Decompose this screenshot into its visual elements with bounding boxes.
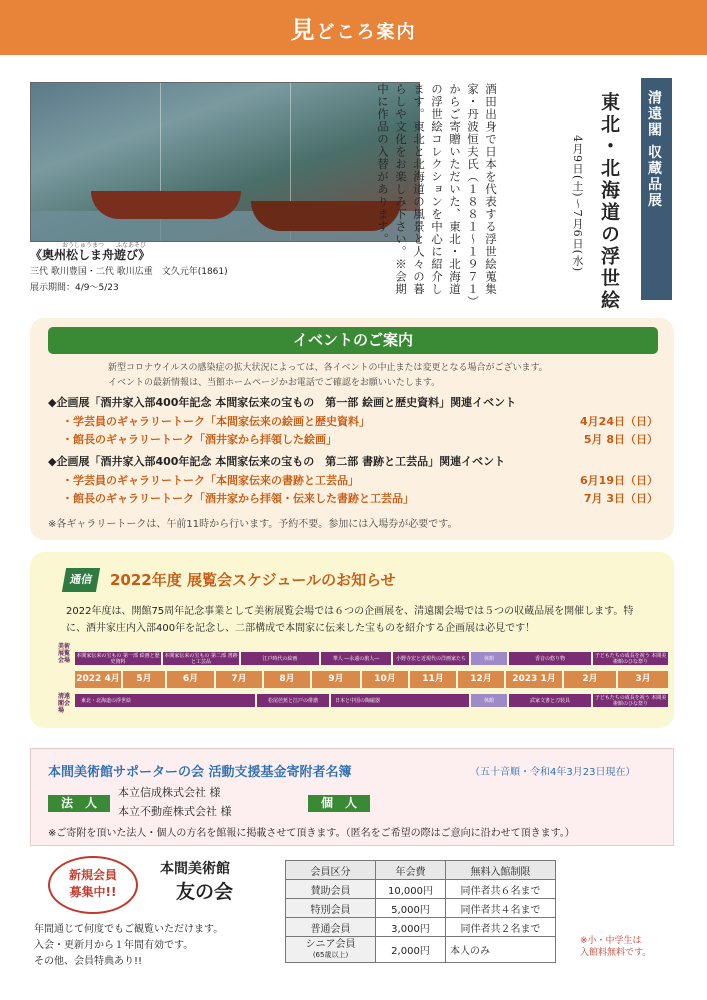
schedule-bar: 東北・北海道の浮世絵 <box>75 694 255 707</box>
month-cell: 2023 1月 <box>506 671 562 688</box>
schedule-bar: 子どもたちの成長を祝う 本間美術館のひな祭り <box>594 652 667 665</box>
schedule-bar: 日本と中国の陶磁器 <box>331 694 469 707</box>
ukiyoe-image <box>30 82 420 242</box>
event-date: 7月 3日（日） <box>583 492 658 505</box>
month-cell: 10月 <box>362 671 408 688</box>
friends-description: 年間通じて何度でもご観覧いただけます。 入会・更新月から１年間有効です。 その他、会員特典あり!! <box>34 924 224 967</box>
schedule-paragraph: 2022年度は、開館75周年記念事業として美術展覧会場では６つの企画展を、清遠閣会場では５つの収蔵品展を開催します。特に、酒井家庄内入部400年を記念し、二部構成で本間家に伝来した宝ものを紹介する企画展は必見です！ <box>66 606 634 634</box>
row-label-art-hall: 美術展覧会場 <box>58 643 71 664</box>
month-cell: 2月 <box>564 671 616 688</box>
schedule-bar: 本間家伝来の宝もの 第二部 書跡と工芸品 <box>164 652 238 665</box>
event-group-1-title: ◆企画展「酒井家入部400年記念 本間家伝来の宝もの 第一部 絵画と歴史資料」関連イベント <box>48 396 517 409</box>
page-title: 見どころ案内 <box>290 16 417 44</box>
individual-label: 個 人 <box>308 795 370 812</box>
membership-fee-table: 会員区分 年会費 無料入館制限 賛助会員 10,000円 同伴者共６名まで 特別会員 5,000円 同伴者共４名まで 普通会員 3,000円 同伴者共２名まで シニア会員 (65歳以上) 2,000円 本人のみ <box>285 860 556 963</box>
month-cell: 3月 <box>618 671 668 688</box>
tsushin-badge: 通信 <box>62 568 100 592</box>
event-item: ・館長のギャラリートーク「酒井家から拝領した絵画」 <box>62 433 337 446</box>
month-cell: 7月 <box>216 671 262 688</box>
schedule-bar: 江戸時代の絵画 <box>241 652 319 665</box>
schedule-bar: 本間家伝来の宝もの 第一部 絵画と歴史資料 <box>76 652 160 665</box>
month-cell: 11月 <box>410 671 456 688</box>
exhibition-title: 東北・北海道の浮世絵 <box>598 92 620 312</box>
artwork-title: 《奥州松しま舟遊び》 <box>30 248 151 262</box>
events-footnote: ※各ギャラリートークは、午前11時から行います。予約不要。参加には入場券が必要です。 <box>48 519 458 530</box>
month-cell: 2022 4月 <box>75 671 121 688</box>
event-item: ・学芸員のギャラリートーク「本間家伝来の絵画と歴史資料」 <box>62 415 370 428</box>
schedule-title: 2022年度 展覧会スケジュールのお知らせ <box>110 571 396 589</box>
table-row: シニア会員 (65歳以上) 2,000円 本人のみ <box>286 937 556 963</box>
table-row: 特別会員 5,000円 同伴者共４名まで <box>286 899 556 918</box>
artwork-artists: 三代 歌川豊国・二代 歌川広重 文久元年(1861) <box>30 267 228 277</box>
month-cell: 5月 <box>123 671 165 688</box>
museum-name: 本間美術館 <box>160 861 230 877</box>
corporate-donor: 本立不動産株式会社 様 <box>118 805 232 818</box>
corporate-donor: 本立信成株式会社 様 <box>118 786 221 799</box>
event-group-2-title: ◆企画展「酒井家入部400年記念 本間家伝来の宝もの 第二部 書跡と工芸品」関連イベント <box>48 455 506 468</box>
table-row: 賛助会員 10,000円 同伴者共６名まで <box>286 880 556 899</box>
exhibition-series: 清遠閣 収蔵品展 <box>646 90 662 209</box>
schedule-bar: 松尾芭蕉と江戸の俳諧 <box>257 694 329 707</box>
supporters-note: ※ご寄附を頂いた法人・個人の方名を館報に掲載させて頂きます。（匿名をご希望の際はご意向に沿わせて頂きます。） <box>48 828 575 839</box>
events-notice-1: 新型コロナウイルスの感染症の拡大状況によっては、各イベントの中止または変更となる場合がございます。 <box>108 363 548 373</box>
event-date: 6月19日（日） <box>580 474 658 487</box>
exhibition-dates: 4月9日(土)～7月6日(水) <box>571 135 584 273</box>
friends-club-name: 友の会 <box>176 881 234 903</box>
schedule-bar: 武家文書と刀装具 <box>509 694 591 707</box>
month-cell: 9月 <box>312 671 360 688</box>
supporters-title: 本間美術館サポーターの会 活動支援基金寄附者名簿 <box>48 765 352 780</box>
events-notice-2: イベントの最新情報は、当館ホームページかお電話でご確認をお願いいたします。 <box>108 378 441 388</box>
schedule-bar: 小野寺宏と近現代の洋画家たち <box>393 652 469 665</box>
artwork-period: 展示期間：4/9～5/23 <box>30 283 119 293</box>
exhibition-body: 酒田出身で日本を代表する浮世絵蒐集家・丹波恒夫氏（１８８１～１９７１）からご寄贈いただいた、東北・北海道の浮世絵コレクションを中心に紹介します。東北と北海道の風景と人々の暮らしや文化をお楽しみ下さい。※会期中に作品の入替があります。 <box>376 83 498 303</box>
schedule-bar: 子どもたちの成長を祝う 本間美術館のひな祭り <box>594 694 667 707</box>
recruiting-badge: 新規会員 募集中!! <box>48 856 138 914</box>
schedule-bar: 休館 <box>471 652 507 665</box>
month-cell: 12月 <box>458 671 504 688</box>
table-row: 普通会員 3,000円 同伴者共２名まで <box>286 918 556 937</box>
caption-ruby: おうしゅうまつ ふなあそび <box>62 242 147 249</box>
event-date: 5月 8日（日） <box>583 433 658 446</box>
event-date: 4月24日（日） <box>580 415 658 428</box>
events-heading: イベントのご案内 <box>48 327 658 354</box>
event-item: ・館長のギャラリートーク「酒井家から拝領・伝来した書跡と工芸品」 <box>62 492 414 505</box>
schedule-bar: 華人 ―永遠の旅人― <box>321 652 391 665</box>
month-cell: 8月 <box>264 671 310 688</box>
corporate-label: 法 人 <box>48 795 110 812</box>
schedule-bar: 香音の悠り物 <box>509 652 591 665</box>
event-item: ・学芸員のギャラリートーク「本間家伝来の書跡と工芸品」 <box>62 474 359 487</box>
supporters-subtitle: （五十音順・令和4年3月23日現在） <box>470 767 636 778</box>
schedule-bar: 休館 <box>471 694 507 707</box>
children-free-note: ※小・中学生は 入館料無料です。 <box>580 936 652 958</box>
month-cell: 6月 <box>167 671 214 688</box>
row-label-seienkaku: 清遠閣会場 <box>58 693 71 714</box>
